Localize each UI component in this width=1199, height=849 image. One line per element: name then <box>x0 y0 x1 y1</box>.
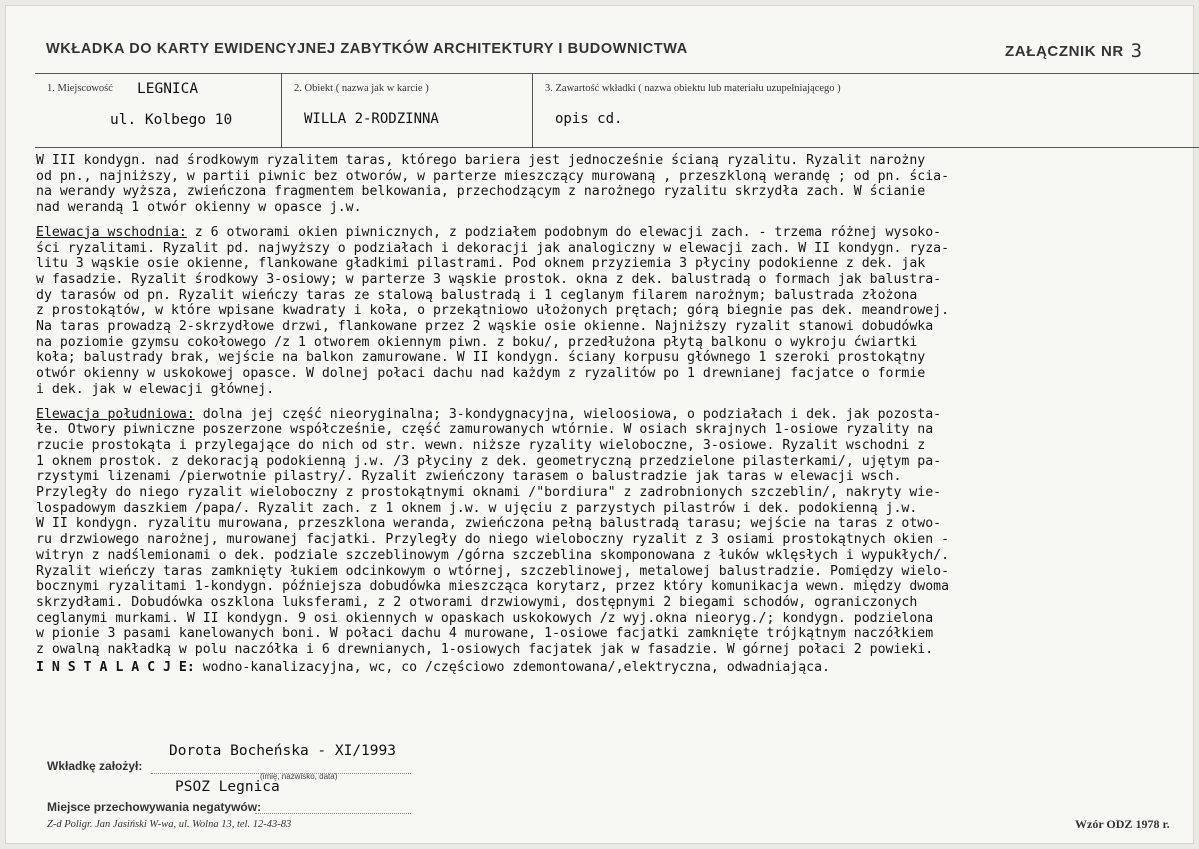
founder-caption: (imię, nazwisko, data) <box>260 772 338 781</box>
printer-imprint: Z-d Poligr. Jan Jasiński W-wa, ul. Wolna 13, tel. 12-43-83 <box>47 819 292 830</box>
content-label: 3. Zawartość wkładki ( nazwa obiektu lub materiału uzupełniającego ) <box>545 83 841 94</box>
south-elevation-heading: Elewacja południowa: <box>36 406 195 422</box>
founder-label: Wkładkę założył: <box>47 759 143 773</box>
attachment-number: 3 <box>1130 40 1143 62</box>
south-elevation-text: dolna jej część nieoryginalna; 3-kondygnacyjna, wieloosiowa, o podziałach i dek. jak pozosta- łe. Otwory piwniczne poszerzone współcześnie, część zamurowanych wtórnie. W osiach skrajnych 1-osiowe ryzality na rzucie prostokąta i przylegające do nich od str. wewn. niższe ryzality wieloboczne, 3-osiowe. Ryzalit wschodni z 1 oknem prostok. z dekoracją podokienną j.w. /3 płyciny z dek. geometryczną przedzielone pilasterkami/, ujętym pa- rzystymi lizenami /pierwotnie pilastry/. Ryzalit zwieńczony tarasem o balustradzie jak taras w elewacji wsch. Przyległy do niego ryzalit wieloboczny z prostokątnymi oknami /"bordiura" z zadrobnionych szczeblin/, nakryty wie- lospadowym daszkiem /papa/. Ryzalit zach. z 1 oknem j.w. w ujęciu z parzystych pilastrów i dek. podokienną j.w. W II kondygn. ryzalitu murowana, przeszklona weranda, zwieńczona pełną balustradą tarasu; wejście na taras z otwo- ru drzwiowego narożnej, murowanej facjatki. Przyległy do niego wieloboczny ryzalit z 3 osiami prostokątnych okien - witryn z nadślemionami o dek. podziale szczeblinowym /górna szczeblina skomponowana z łuków wklęsłych i wypukłych/. Ryzalit wieńczy taras zamknięty łukiem odcinkowym o wtórnej, szczeblinowej, metalowej balustradzie. Pomiędzy wielo- bocznymi ryzalitami 1-kondygn. późniejsza dobudówka mieszcząca korytarz, przez który komunikacja wewn. między dwoma skrzydłami. Dobudówka oszklona luksferami, z 2 otworami drzwiowymi, dostępnymi 2 biegami schodów, ograniczonych ceglanymi murkami. W II kondygn. 9 osi okiennych w opaskach uskokowych /z wyj.okna nieoryg./; kondygn. podzielona w pionie 3 pasami kanelowanych boni. W połaci dachu 4 murowane, 1-osiowe facjatki zamknięte trójkątnym naczółkiem z owalną nakładką w polu naczółka i 6 drewnianych, 1-osiowych facjatek jak w fasadzie. W górnej połaci 2 powieki. <box>36 406 950 658</box>
east-elevation-heading: Elewacja wschodnia: <box>36 224 187 240</box>
east-elevation-text: z 6 otworami okien piwnicznych, z podziałem podobnym do elewacji zach. - trzema różnej wysoko- ści ryzalitami. Ryzalit pd. najwyższy o podziałach i dekoracji jak analogiczny w elewacji zach. W II kondygn. ryza- litu 3 wąskie osie okienne, flankowane gładkimi pilastrami. Pod oknem przyziemia 3 płyciny podokienne z dek. jak w fasadzie. Ryzalit środkowy 3-osiowy; w parterze 3 wąskie prostok. okna z dek. balustradą o formach jak balustra- dy tarasów od pn. Ryzalit wieńczy taras ze stalową balustradą i 1 ceglanym filarem narożnym; balustrada złożona z prostokątów, w które wpisane kwadraty i koła, o przekątniowo ułożonych prętach; górą biegnie pas dek. meandrowej. Na taras prowadzą 2-skrzydłowe drzwi, flankowane przez 2 wąskie osie okienne. Najniższy ryzalit stanowi dobudówka na poziomie gzymsu cokołowego /z 1 otworem okiennym piwn. z boku/, przedłużona płytą balkonu o wykroju ćwiartki koła; balustrady brak, wejście na balkon zamurowane. W II kondygn. ściany korpusu głównego 1 szeroki prostokątny otwór okienny w uskokowej opasce. W dolnej połaci dachu nad każdym z ryzalitów po 1 drewnianej facjatce o formie i dek. jak w elewacji głównej. <box>36 224 950 397</box>
content-value: opis cd. <box>555 111 623 127</box>
founder-name: Dorota Bocheńska - XI/1993 <box>169 743 396 759</box>
negatives-label: Miejsce przechowywania negatywów: <box>47 800 262 814</box>
template-code: Wzór ODZ 1978 r. <box>1075 817 1170 831</box>
locality-value: LEGNICA <box>137 81 199 97</box>
header-fields <box>35 73 1199 148</box>
locality-label: 1. Miejscowość <box>47 83 113 94</box>
paragraph-south-elevation <box>36 407 1196 658</box>
locality-field <box>35 74 281 147</box>
form-title: WKŁADKA DO KARTY EWIDENCYJNEJ ZABYTKÓW ARCHITEKTURY I BUDOWNICTWA <box>46 41 688 57</box>
installations-heading: I N S T A L A C J E: <box>36 659 195 675</box>
founder-organization: PSOZ Legnica <box>175 779 280 795</box>
description-text <box>36 153 1196 676</box>
negatives-line <box>255 813 411 814</box>
attachment-label-text: ZAŁĄCZNIK NR <box>1005 43 1124 60</box>
object-value: WILLA 2-RODZINNA <box>304 111 439 127</box>
locality-address: ul. Kolbego 10 <box>110 112 233 128</box>
content-field <box>532 74 1199 147</box>
installations-text: wodno-kanalizacyjna, wc, co /częściowo zdemontowana/,elektryczna, odwadniająca. <box>194 659 830 675</box>
paragraph-intro: W III kondygn. nad środkowym ryzalitem taras, którego bariera jest jednocześnie ścianą ryzalitu. Ryzalit narożny od pn., najniższy, w partii piwnic bez otworów, w parterze mieszczący murowaną , przeszkloną werandę ; od pn. ścia- na werandy wyższa, zwieńczona fragmentem belkowania, przechodzącym z narożnego ryzalitu skrzydła zach. W ścianie nad werandą 1 otwór okienny w opasce j.w. <box>36 153 950 216</box>
object-field <box>281 74 533 147</box>
record-card <box>5 5 1194 844</box>
paragraph-east-elevation <box>36 225 1196 398</box>
attachment-label <box>1005 39 1143 61</box>
paragraph-installations <box>36 660 1196 676</box>
object-label: 2. Obiekt ( nazwa jak w karcie ) <box>294 83 429 94</box>
